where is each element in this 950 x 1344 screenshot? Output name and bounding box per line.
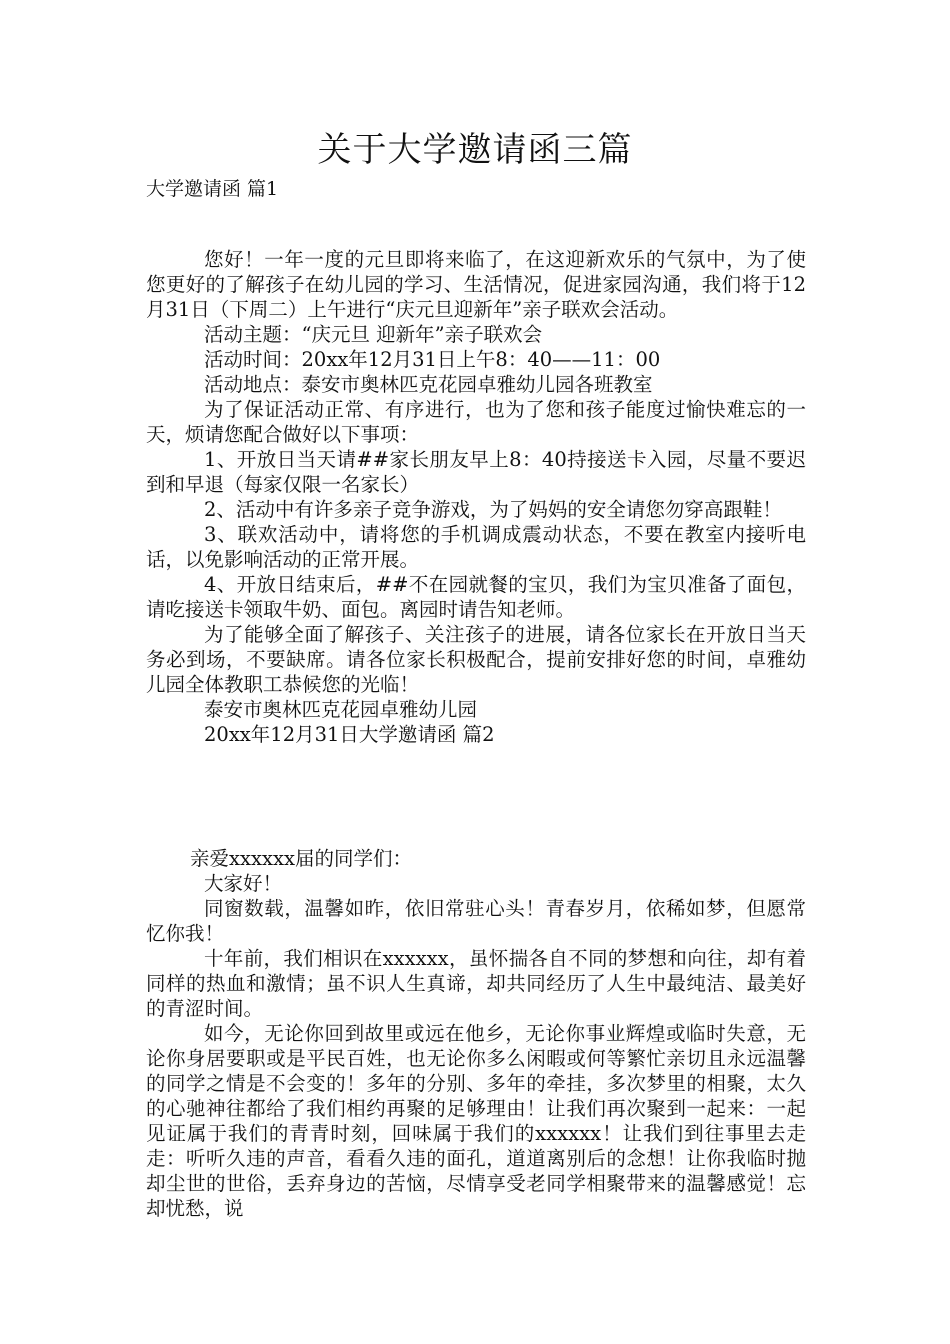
paragraph: 同窗数载，温馨如昨，依旧常驻心头！青春岁月，依稀如梦，但愿常忆你我！	[146, 897, 806, 945]
paragraph: 活动地点：泰安市奥林匹克花园卓雅幼儿园各班教室	[204, 373, 653, 396]
paragraph: 2、活动中有许多亲子竞争游戏，为了妈妈的安全请您勿穿高跟鞋！	[204, 498, 782, 521]
salutation: 亲爱xxxxxx届的同学们：	[190, 847, 412, 870]
section-2-body	[146, 846, 806, 1221]
paragraph: 4、开放日结束后，##不在园就餐的宝贝，我们为宝贝准备了面包，请吃接送卡领取牛奶、面包。离园时请告知老师。	[146, 573, 806, 621]
paragraph: 十年前，我们相识在xxxxxx，虽怀揣各自不同的梦想和向往，却有着同样的热血和激情；虽不识人生真谛，却共同经历了人生中最纯洁、最美好的青涩时间。	[146, 947, 806, 1020]
paragraph: 1、开放日当天请##家长朋友早上8：40持接送卡入园，尽量不要迟到和早退（每家仅限一名家长）	[146, 448, 806, 496]
paragraph: 3、联欢活动中，请将您的手机调成震动状态，不要在教室内接听电话，以免影响活动的正常开展。	[146, 523, 806, 571]
paragraph: 如今，无论你回到故里或远在他乡，无论你事业辉煌或临时失意，无论你身居要职或是平民百姓，也无论你多么闲暇或何等繁忙亲切且永远温馨的同学之情是不会变的！多年的分别、多年的牵挂，多次梦里的相聚，太久的心驰神往都给了我们相约再聚的足够理由！让我们再次聚到一起来：一起见证属于我们的青青时刻，回味属于我们的xxxxxx！让我们到往事里去走走：听听久违的声音，看看久违的面孔，道道离别后的念想！让你我临时抛却尘世的世俗，丢弃身边的苦恼，尽情享受老同学相聚带来的温馨感觉！忘却忧愁，说	[146, 1022, 806, 1220]
document-title: 关于大学邀请函三篇	[317, 130, 633, 170]
paragraph: 为了能够全面了解孩子、关注孩子的进展，请各位家长在开放日当天务必到场，不要缺席。请各位家长积极配合，提前安排好您的时间，卓雅幼儿园全体教职工恭候您的光临！	[146, 623, 806, 696]
paragraph: 为了保证活动正常、有序进行，也为了您和孩子能度过愉快难忘的一天，烦请您配合做好以下事项：	[146, 398, 806, 446]
section-1-body	[146, 247, 806, 747]
paragraph: 您好！一年一度的元旦即将来临了，在这迎新欢乐的气氛中，为了使您更好的了解孩子在幼儿园的学习、生活情况，促进家园沟通，我们将于12月31日（下周二）上午进行“庆元旦迎新年”亲子联欢会活动。	[146, 248, 806, 321]
paragraph: 大家好！	[204, 872, 283, 895]
date-line: 20xx年12月31日大学邀请函 篇2	[204, 723, 495, 746]
paragraph: 活动时间：20xx年12月31日上午8：40——11：00	[204, 348, 661, 371]
section-1-heading: 大学邀请函 篇1	[146, 178, 279, 200]
signature-line: 泰安市奥林匹克花园卓雅幼儿园	[204, 698, 478, 721]
paragraph: 活动主题：“庆元旦 迎新年”亲子联欢会	[204, 323, 543, 346]
